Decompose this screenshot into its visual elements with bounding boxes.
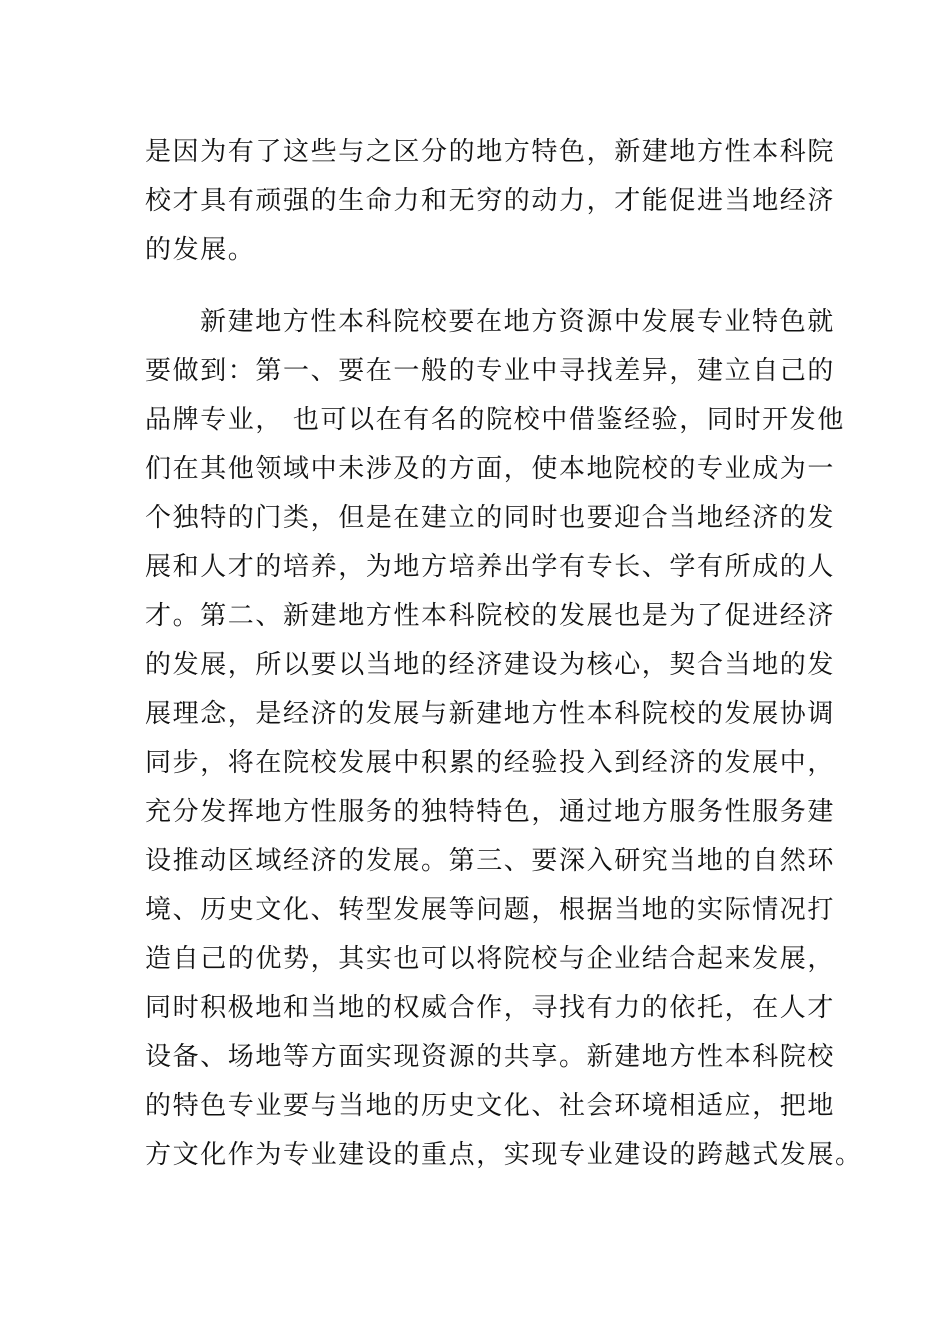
- text-line: 的发展。: [145, 235, 256, 265]
- paragraph-1: [145, 128, 836, 275]
- text-line: 新建地方性本科院校要在地方资源中发展专业特色就: [200, 307, 835, 337]
- text-line: 展和人才的培养，为地方培养出学有专长、学有所成的人: [145, 552, 836, 582]
- text-line: 品牌专业， 也可以在有名的院校中借鉴经验，同时开发他: [145, 405, 845, 435]
- text-line: 校才具有顽强的生命力和无穷的动力，才能促进当地经济: [145, 186, 836, 216]
- text-line: 同时积极地和当地的权威合作，寻找有力的依托，在人才: [145, 993, 836, 1023]
- text-line: 的特色专业要与当地的历史文化、社会环境相适应，把地: [145, 1091, 836, 1121]
- text-line: 充分发挥地方性服务的独特特色，通过地方服务性服务建: [145, 797, 836, 827]
- text-line: 要做到：第一、要在一般的专业中寻找差异，建立自己的: [145, 356, 836, 386]
- text-line: 方文化作为专业建设的重点，实现专业建设的跨越式发展。: [145, 1140, 863, 1170]
- text-line: 设备、场地等方面实现资源的共享。新建地方性本科院校: [145, 1042, 836, 1072]
- text-line: 们在其他领域中未涉及的方面，使本地院校的专业成为一: [145, 454, 836, 484]
- paragraph-2: [145, 298, 863, 1180]
- text-line: 境、历史文化、转型发展等问题，根据当地的实际情况打: [145, 895, 836, 925]
- text-line: 造自己的优势，其实也可以将院校与企业结合起来发展，: [145, 944, 836, 974]
- text-line: 的发展，所以要以当地的经济建设为核心，契合当地的发: [145, 650, 836, 680]
- text-line: 设推动区域经济的发展。第三、要深入研究当地的自然环: [145, 846, 836, 876]
- text-line: 是因为有了这些与之区分的地方特色，新建地方性本科院: [145, 137, 836, 167]
- text-line: 才。第二、新建地方性本科院校的发展也是为了促进经济: [145, 601, 836, 631]
- text-line: 同步，将在院校发展中积累的经验投入到经济的发展中，: [145, 748, 836, 778]
- text-line: 个独特的门类，但是在建立的同时也要迎合当地经济的发: [145, 503, 836, 533]
- paragraph-spacer: [145, 275, 810, 298]
- text-line: 展理念，是经济的发展与新建地方性本科院校的发展协调: [145, 699, 836, 729]
- document-body: [145, 128, 863, 1180]
